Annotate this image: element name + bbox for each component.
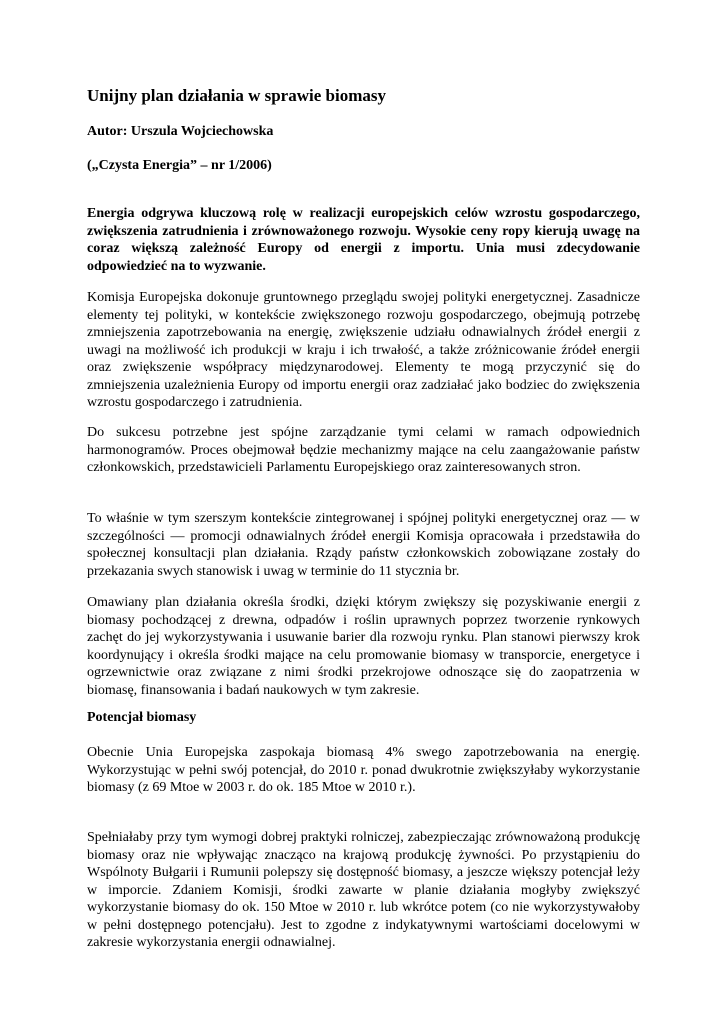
body-paragraph: Komisja Europejska dokonuje gruntownego przeglądu swojej polityki energetycznej. Zasadnicze elementy tej polityki, w kontekście zwiększonego rozwoju gospodarczego, obejmują potrzebę zmniejszenia zapotrzebowania na energię, zwiększenie udziału odnawialnych źródeł energii z uwagi na możliwość ich produkcji w kraju i ich trwałość, a także zróżnicowanie źródeł energii oraz zwiększenie współpracy międzynarodowej. Elementy te mogą przyczynić się do zmniejszenia uzależnienia Europy od importu energii oraz zadziałać jako bodziec do zwiększenia wzrostu gospodarczego i zatrudnienia. [87,290,640,410]
section-paragraph: Spełniałaby przy tym wymogi dobrej praktyki rolniczej, zabezpieczając zrównoważoną produkcję biomasy oraz nie wpływając znacząco na krajową produkcję żywności. Po przystąpieniu do Wspólnoty Bułgarii i Rumunii polepszy się dostępność biomasy, a jeszcze większy potencjał leży w imporcie. Zdaniem Komisji, środki zawarte w planie działania mogłyby zwiększyć wykorzystanie biomasy do ok. 150 Mtoe w 2010 r. lub wkrótce potem (co nie wykorzystywałoby w pełni dostępnego potencjału). Jest to zgodne z indykatywnymi wartościami docelowymi w zakresie wykorzystania energii odnawialnej. [87,830,640,950]
section-paragraph: Obecnie Unia Europejska zaspokaja biomasą 4% swego zapotrzebowania na energię. Wykorzystując w pełni swój potencjał, do 2010 r. ponad dwukrotnie zwiększyłaby wykorzystanie biomasy (z 69 Mtoe w 2003 r. do ok. 185 Mtoe w 2010 r.). [87,745,640,795]
source-line: („Czysta Energia” – nr 1/2006) [87,158,272,173]
body-paragraph: Omawiany plan działania określa środki, dzięki którym zwiększy się pozyskiwanie energii z biomasy pochodzącej z drewna, odpadów i roślin uprawnych poprzez tworzenie rynkowych zachęt do jej wykorzystywania i usuwanie barier dla rozwoju rynku. Plan stanowi pierwszy krok koordynujący i określa środki mające na celu promowanie biomasy w transporcie, energetyce i ogrzewnictwie oraz związane z nimi środki przekrojowe odnoszące się do zaopatrzenia w biomasę, finansowania i badań naukowych w tym zakresie. [87,595,640,698]
body-paragraph: To właśnie w tym szerszym kontekście zintegrowanej i spójnej polityki energetycznej oraz — w szczególności — promocji odnawialnych źródeł energii Komisja opracowała i przedstawiła do społecznej konsultacji plan działania. Rządy państw członkowskich zobowiązane zostały do przekazania swych stanowisk i uwag w terminie do 11 stycznia br. [87,511,640,579]
author-line: Autor: Urszula Wojciechowska [87,124,274,139]
document-title: Unijny plan działania w sprawie biomasy [87,86,386,105]
body-paragraph: Do sukcesu potrzebne jest spójne zarządzanie tymi celami w ramach odpowiednich harmonogramów. Proces obejmował będzie mechanizmy mające na celu zaangażowanie państw członkowskich, przedstawicieli Parlamentu Europejskiego oraz zainteresowanych stron. [87,425,640,475]
lead-paragraph: Energia odgrywa kluczową rolę w realizacji europejskich celów wzrostu gospodarczego, zwiększenia zatrudnienia i zrównoważonego rozwoju. Wysokie ceny ropy kierują uwagę na coraz większą zależność Europy od energii z importu. Unia musi zdecydowanie odpowiedzieć na to wyzwanie. [87,206,640,274]
section-heading: Potencjał biomasy [87,710,197,725]
